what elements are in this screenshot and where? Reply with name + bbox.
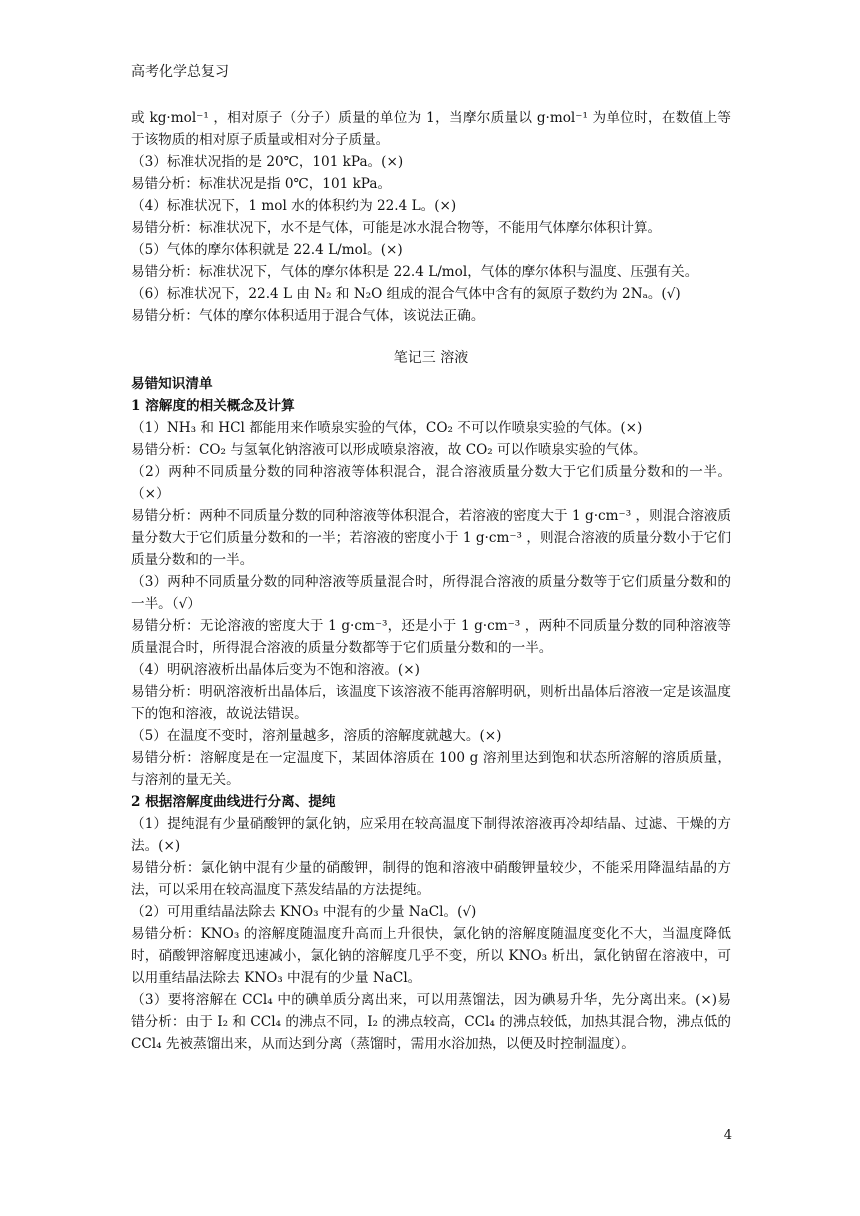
paragraph: 易错分析：标准状况是指 0℃，101 kPa。 — [131, 176, 392, 192]
paragraph: （5）在温度不变时，溶剂量越多，溶质的溶解度就越大。(×) — [131, 728, 502, 744]
paragraph: 易错分析：标准状况下，气体的摩尔体积是 22.4 L/mol，气体的摩尔体积与温度、压强有关。 — [131, 264, 699, 280]
page-number: 4 — [723, 1128, 732, 1143]
paragraph: 易错分析：气体的摩尔体积适用于混合气体，该说法正确。 — [131, 308, 485, 324]
paragraph: 或 kg·mol⁻¹ ，相对原子（分子）质量的单位为 1，当摩尔质量以 g·mol⁻¹ 为单位时，在数值上等于该物质的相对原子质量或相对分子质量。 — [131, 110, 731, 148]
paragraph: 易错分析：无论溶液的密度大于 1 g·cm⁻³，还是小于 1 g·cm⁻³ ，两种不同质量分数的同种溶液等质量混合时，所得混合溶液的质量分数都等于它们质量分数和的一半。 — [131, 618, 731, 656]
paragraph: （5）气体的摩尔体积就是 22.4 L/mol。(×) — [131, 242, 403, 258]
topic-heading: 1 溶解度的相关概念及计算 — [131, 398, 295, 414]
topic-heading: 2 根据溶解度曲线进行分离、提纯 — [131, 794, 336, 810]
paragraph: （4）明矾溶液析出晶体后变为不饱和溶液。(×) — [131, 662, 420, 678]
paragraph: （2）可用重结晶法除去 KNO₃ 中混有的少量 NaCl。(√) — [131, 904, 477, 920]
paragraph: 易错分析：溶解度是在一定温度下，某固体溶质在 100 g 溶剂里达到饱和状态所溶解的溶质质量，与溶剂的量无关。 — [131, 750, 731, 788]
paragraph: 易错分析：两种不同质量分数的同种溶液等体积混合，若溶液的密度大于 1 g·cm⁻³ ，则混合溶液质量分数大于它们质量分数和的一半；若溶液的密度小于 1 g·cm⁻³ ，则混合溶液的质量分数小于它们质量分数和的一半。 — [131, 508, 731, 568]
paragraph: （2）两种不同质量分数的同种溶液等体积混合，混合溶液质量分数大于它们质量分数和的一半。（×） — [131, 464, 731, 502]
list-heading: 易错知识清单 — [131, 376, 213, 392]
paragraph: 易错分析：标准状况下，水不是气体，可能是冰水混合物等，不能用气体摩尔体积计算。 — [131, 220, 662, 236]
paragraph: （6）标准状况下，22.4 L 由 N₂ 和 N₂O 组成的混合气体中含有的氮原子数约为 2Nₐ。(√) — [131, 286, 681, 302]
paragraph: （3）两种不同质量分数的同种溶液等质量混合时，所得混合溶液的质量分数等于它们质量分数和的一半。（√） — [131, 574, 731, 612]
paragraph: （1）提纯混有少量硝酸钾的氯化钠，应采用在较高温度下制得浓溶液再冷却结晶、过滤、干燥的方法。(×) — [131, 816, 731, 854]
paragraph: 易错分析：KNO₃ 的溶解度随温度升高而上升很快，氯化钠的溶解度随温度变化不大，当温度降低时，硝酸钾溶解度迅速减小，氯化钠的溶解度几乎不变，所以 KNO₃ 析出，氯化钠留在溶液中，可以用重结晶法除去 KNO₃ 中混有的少量 NaCl。 — [131, 926, 731, 986]
paragraph: （1）NH₃ 和 HCl 都能用来作喷泉实验的气体，CO₂ 不可以作喷泉实验的气体。(×) — [131, 420, 643, 436]
paragraph: （3）要将溶解在 CCl₄ 中的碘单质分离出来，可以用蒸馏法，因为碘易升华，先分离出来。(×)易错分析：由于 I₂ 和 CCl₄ 的沸点不同，I₂ 的沸点较高，CCl₄ 的沸点较低，加热其混合物，沸点低的 CCl₄ 先被蒸馏出来，从而达到分离（蒸馏时，需用水浴加热，以便及时控制温度）。 — [131, 992, 731, 1052]
section-title: 笔记三 溶液 — [393, 350, 469, 366]
paragraph: 易错分析：氯化钠中混有少量的硝酸钾，制得的饱和溶液中硝酸钾量较少，不能采用降温结晶的方法，可以采用在较高温度下蒸发结晶的方法提纯。 — [131, 860, 731, 898]
document-body — [131, 107, 731, 1055]
paragraph: （3）标准状况指的是 20℃，101 kPa。(×) — [131, 154, 404, 170]
paragraph: 易错分析：CO₂ 与氢氧化钠溶液可以形成喷泉溶液，故 CO₂ 可以作喷泉实验的气体。 — [131, 442, 647, 458]
paragraph: （4）标准状况下，1 mol 水的体积约为 22.4 L。(×) — [131, 198, 457, 214]
page-header: 高考化学总复习 — [131, 64, 229, 80]
paragraph: 易错分析：明矾溶液析出晶体后，该温度下该溶液不能再溶解明矾，则析出晶体后溶液一定是该温度下的饱和溶液，故说法错误。 — [131, 684, 731, 722]
